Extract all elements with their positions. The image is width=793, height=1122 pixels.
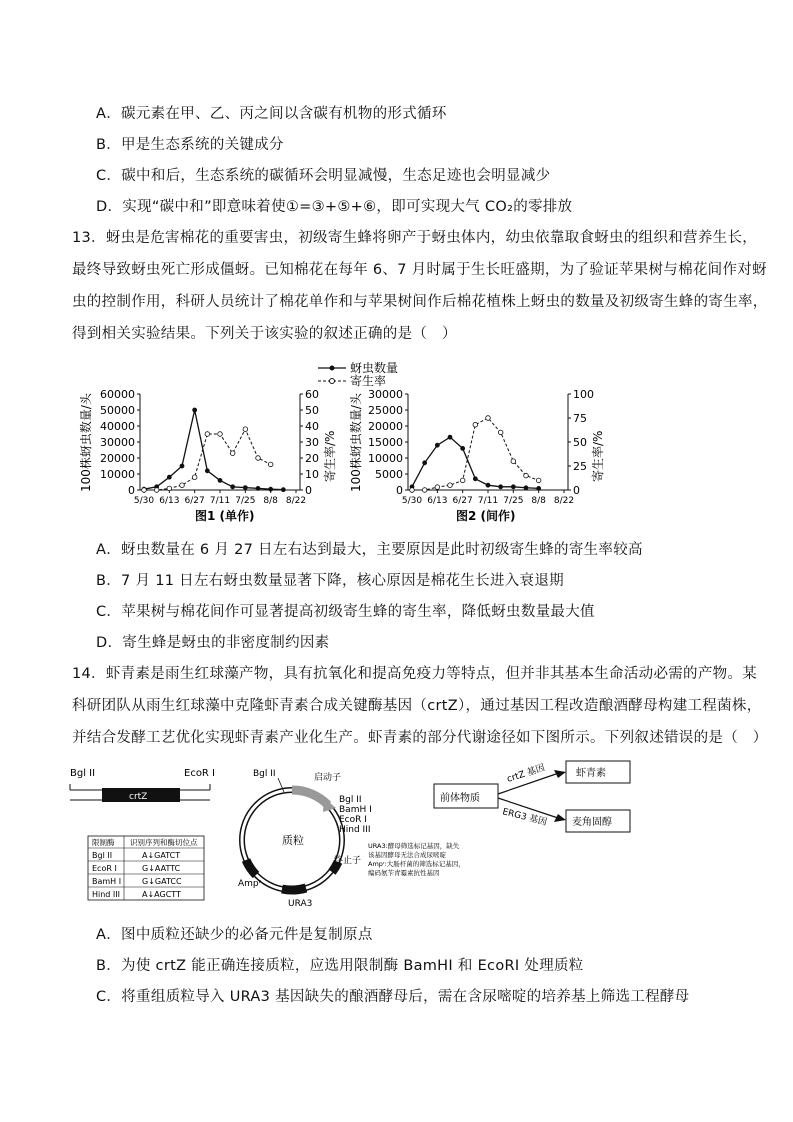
q14-figure [66, 760, 666, 910]
chart1-left-tick-label: 20000 [100, 452, 135, 465]
product1-label: 虾青素 [576, 768, 606, 779]
chart1-left-tick-label: 0 [128, 484, 135, 497]
chart2-left-tick-label: 20000 [368, 420, 403, 433]
chart1-right-tick-label: 0 [305, 484, 312, 497]
chart-2 [348, 388, 605, 523]
chart2-x-tick-label: 8/22 [553, 496, 575, 506]
plasmid-note-1: URA3:酵母筛选标记基因，缺失 [368, 842, 460, 850]
plasmid-site-4: Hind III [339, 825, 371, 835]
chart1-aphid-point [205, 469, 209, 473]
chart2-aphid-point [423, 461, 427, 465]
chart1-title: 图1 (单作) [195, 509, 255, 523]
metabolic-pathway [434, 761, 630, 832]
amp-label: Ampʳ [238, 879, 261, 889]
chart1-right-tick-label: 60 [305, 388, 319, 401]
chart1-aphid-point [243, 486, 247, 490]
table-row-2-site: G↓AATTC [142, 864, 181, 873]
chart2-left-tick-label: 30000 [368, 388, 403, 401]
plasmid-top-site: Bgl II [253, 769, 276, 779]
q14-stem-line-3: 并结合发酵工艺优化实现虾青素产业化生产。虾青素的部分代谢途径如下图所示。下列叙述错误的是（ ） [72, 730, 768, 746]
gene2-label: ERG3 基因 [501, 807, 548, 828]
chart2-right-tick-label: 25 [573, 460, 587, 473]
chart2-left-tick-label: 10000 [368, 452, 403, 465]
chart2-x-tick-label: 8/8 [531, 496, 546, 506]
table-header-site: 识别序列和酶切位点 [130, 838, 198, 847]
chart1-parasitism-point [180, 483, 185, 488]
chart1-parasitism-point [205, 432, 210, 437]
chart1-parasitism-point [218, 432, 223, 437]
chart1-x-tick-label: 7/25 [235, 496, 256, 506]
gene-right-site: EcoR I [184, 768, 216, 779]
chart2-title: 图2 (间作) [456, 509, 516, 523]
chart1-parasitism-point [243, 427, 248, 432]
q13-option-b: B．7 月 11 日左右蚜虫数量显著下降，核心原因是棉花生长进入衰退期 [96, 573, 564, 589]
precursor-label: 前体物质 [440, 793, 480, 804]
chart2-aphid-point [435, 443, 439, 447]
chart1-parasitism-point [268, 462, 273, 467]
table-row-1-enzyme: Bgl II [92, 851, 113, 860]
chart2-parasitism-point [460, 478, 465, 483]
chart1-parasitism-point [142, 488, 147, 493]
chart1-series-aphid-line [144, 410, 283, 490]
chart1-aphid-point [231, 485, 235, 489]
chart1-left-ylabel: 100株蚜虫数量/头 [79, 393, 93, 492]
chart1-aphid-point [180, 464, 184, 468]
gene1-label: crtZ 基因 [505, 763, 547, 785]
chart1-aphid-point [193, 408, 197, 412]
chart2-left-tick-label: 25000 [368, 404, 403, 417]
plasmid-note-2: 该基因酵母无法合成尿嘧啶 [368, 851, 446, 859]
chart2-parasitism-point [498, 430, 503, 435]
chart1-x-tick-label: 7/11 [209, 496, 231, 506]
table-row-4-enzyme: Hind III [92, 890, 121, 899]
chart-legend [318, 360, 398, 388]
chart2-x-tick-label: 6/27 [452, 496, 473, 506]
enzyme-table [88, 836, 204, 900]
chart2-x-tick-label: 6/13 [427, 496, 448, 506]
promoter-label: 启动子 [314, 773, 342, 783]
chart2-parasitism-point [422, 488, 427, 493]
chart2-left-tick-label: 0 [396, 484, 403, 497]
table-row-1-site: A↓GATCT [142, 851, 181, 860]
chart1-left-tick-label: 40000 [100, 420, 135, 433]
gene-fragment [70, 768, 215, 802]
q13-stem-line-4: 得到相关实验结果。下列关于该实验的叙述正确的是（ ） [72, 326, 457, 342]
chart1-parasitism-point [154, 488, 159, 493]
chart2-x-tick-label: 7/25 [503, 496, 524, 506]
chart2-aphid-point [537, 486, 541, 490]
plasmid-site-3: EcoR I [339, 815, 367, 825]
chart1-parasitism-point [192, 475, 197, 480]
gene-crtZ-label: crtZ [129, 792, 148, 802]
plasmid-site-2: BamH I [339, 805, 372, 815]
chart1-x-tick-label: 8/8 [263, 496, 278, 506]
plasmid-diagram [238, 769, 465, 909]
chart2-parasitism-point [448, 483, 453, 488]
chart1-aphid-point [167, 475, 171, 479]
q13-option-d: D．寄生蜂是蚜虫的非密度制约因素 [96, 635, 330, 651]
chart1-aphid-point [256, 486, 260, 490]
chart2-parasitism-point [410, 488, 415, 493]
chart1-left-tick-label: 30000 [100, 436, 135, 449]
ura3-label: URA3 [288, 899, 313, 909]
table-row-2-enzyme: EcoR I [92, 864, 117, 873]
q13-charts [70, 352, 630, 530]
chart2-right-tick-label: 50 [573, 436, 587, 449]
chart2-left-tick-label: 5000 [375, 468, 403, 481]
q12-option-b: B．甲是生态系统的关键成分 [96, 137, 284, 153]
chart-1 [78, 388, 337, 523]
chart2-parasitism-point [511, 459, 516, 464]
chart2-aphid-point [524, 486, 528, 490]
chart1-aphid-point [281, 488, 285, 492]
chart1-parasitism-point [256, 456, 261, 461]
gene-left-site: Bgl II [70, 768, 96, 779]
chart2-right-tick-label: 0 [573, 484, 580, 497]
chart1-right-ylabel: 寄生率/% [323, 430, 337, 482]
plasmid-note-4: 编码氨苄青霉素抗性基因 [368, 869, 440, 877]
chart1-series-parasitism-line [144, 429, 271, 490]
chart2-x-tick-label: 7/11 [477, 496, 499, 506]
legend-parasitism-label: 寄生率 [350, 374, 387, 388]
q14-option-a: A．图中质粒还缺少的必备元件是复制原点 [96, 927, 373, 943]
chart2-aphid-point [499, 485, 503, 489]
q13-option-a: A．蚜虫数量在 6 月 27 日左右达到最大，主要原因是此时初级寄生蜂的寄生率较高 [96, 542, 643, 558]
chart1-x-tick-label: 5/30 [133, 496, 155, 506]
q12-option-d: D．实现“碳中和”即意味着使①=③+⑤+⑥，即可实现大气 CO₂的零排放 [96, 199, 573, 215]
chart1-aphid-point [269, 487, 273, 491]
chart1-right-tick-label: 40 [305, 420, 319, 433]
q13-stem-line-1: 13．蚜虫是危害棉花的重要害虫，初级寄生蜂将卵产于蚜虫体内，幼虫依靠取食蚜虫的组织和营养生长， [72, 230, 758, 246]
plasmid-site-1: Bgl II [339, 795, 362, 805]
chart1-x-tick-label: 6/13 [159, 496, 180, 506]
plasmid-center-label: 质粒 [282, 834, 304, 847]
chart1-aphid-point [218, 478, 222, 482]
chart2-parasitism-point [435, 485, 440, 490]
table-row-3-enzyme: BamH I [92, 877, 122, 886]
chart1-left-tick-label: 50000 [100, 404, 135, 417]
q13-option-c: C．苹果树与棉花间作可显著提高初级寄生蜂的寄生率，降低蚜虫数量最大值 [96, 604, 595, 620]
chart2-aphid-point [511, 485, 515, 489]
chart2-x-tick-label: 5/30 [401, 496, 423, 506]
q14-option-c: C．将重组质粒导入 URA3 基因缺失的酿酒酵母后，需在含尿嘧啶的培养基上筛选工程酵母 [96, 989, 690, 1005]
q14-stem-line-1: 14．虾青素是雨生红球藻产物，具有抗氧化和提高免疫力等特点，但并非其基本生命活动必需的产物。某 [72, 666, 758, 682]
chart1-x-tick-label: 8/22 [285, 496, 307, 506]
chart1-right-tick-label: 30 [305, 436, 319, 449]
terminator-label: 终止子 [334, 856, 362, 866]
table-row-3-site: G↓GATCC [142, 877, 182, 886]
q12-option-c: C．碳中和后，生态系统的碳循环会明显减慢，生态足迹也会明显减少 [96, 168, 551, 184]
legend-aphid-label: 蚜虫数量 [350, 361, 399, 375]
chart2-aphid-point [486, 483, 490, 487]
chart2-right-tick-label: 100 [573, 388, 594, 401]
chart1-right-tick-label: 10 [305, 468, 319, 481]
q12-option-a: A．碳元素在甲、乙、丙之间以含碳有机物的形式循环 [96, 106, 447, 122]
chart2-aphid-point [473, 477, 477, 481]
chart1-right-tick-label: 50 [305, 404, 319, 417]
chart2-left-tick-label: 15000 [368, 436, 403, 449]
chart2-left-ylabel: 100株蚜虫数量/头 [349, 393, 363, 492]
q13-stem-line-2: 最终导致蚜虫死亡形成僵蚜。已知棉花在每年 6、7 月时属于生长旺盛期，为了验证苹果树与棉花间作对蚜 [72, 262, 767, 278]
chart1-x-tick-label: 6/27 [184, 496, 205, 506]
chart2-parasitism-point [524, 473, 529, 478]
chart2-parasitism-point [473, 422, 478, 427]
chart1-parasitism-point [230, 451, 235, 456]
table-row-4-site: A↓AGCTT [142, 890, 181, 899]
chart2-aphid-point [448, 435, 452, 439]
chart2-parasitism-point [486, 416, 491, 421]
product2-label: 麦角固醇 [572, 817, 612, 828]
q14-option-b: B．为使 crtZ 能正确连接质粒，应选用限制酶 BamHI 和 EcoRI 处理质粒 [96, 958, 584, 974]
plasmid-note-3: Ampʳ:大肠杆菌的筛选标记基因， [368, 860, 465, 868]
chart1-parasitism-point [167, 486, 172, 491]
chart2-aphid-point [461, 446, 465, 450]
chart2-parasitism-point [536, 478, 541, 483]
chart2-right-ylabel: 寄生率/% [591, 430, 605, 482]
q14-stem-line-2: 科研团队从雨生红球藻中克隆虾青素合成关键酶基因（crtZ），通过基因工程改造酿酒酵母构建工程菌株， [72, 698, 762, 714]
chart1-left-tick-label: 10000 [100, 468, 135, 481]
chart1-left-tick-label: 60000 [100, 388, 135, 401]
chart2-right-tick-label: 75 [573, 412, 587, 425]
table-header-enzyme: 限制酶 [92, 838, 115, 847]
chart1-right-tick-label: 20 [305, 452, 319, 465]
q13-stem-line-3: 虫的控制作用，科研人员统计了棉花单作和与苹果树间作后棉花植株上蚜虫的数量及初级寄生蜂的寄生率， [72, 294, 768, 310]
